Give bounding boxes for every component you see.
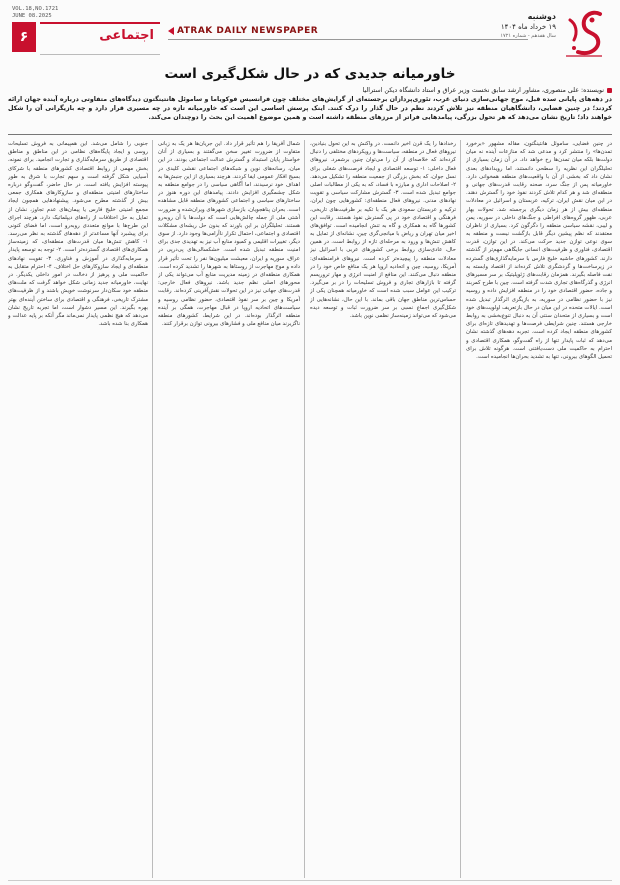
column-divider: [304, 140, 305, 878]
triangle-icon: [168, 27, 174, 35]
lead-box: [8, 86, 612, 130]
atrak-logo-icon: [562, 6, 608, 62]
lead-paragraph: در دهه‌های پایانی سده قبل، موج جهانی‌سازی دنیای غرب، تئوری‌پردازان برجسته‌ای از گرایش‌های مختلف چون فرانسیس فوکویاما و ساموئل هانتینگتون دیدگاه‌های متفاوتی درباره آینده جهان ارائه کردند؛ در چنین فضایی، دانشگاهیان منطقه نیز تلاش کردند نظم در حال گذار را درک کنند. اینک پرسش اساسی این است که خاورمیانه تازه در چه مسیری قرار دارد و چه بازیگرانی آن را شکل خواهند داد؛ تاریخ نشان می‌دهد که هر تحول بزرگی، پیامدهایی فراتر از مرزهای منطقه داشته است و همین موضوع اهمیت این بحث را دوچندان می‌کند.: [8, 96, 612, 121]
column-1: [466, 140, 612, 878]
article-headline: خاورمیانه جدیدی که در حال شکل‌گیری است: [164, 66, 456, 82]
article-columns: [8, 140, 612, 878]
section-label: [40, 22, 160, 55]
date-day: دوشنبه: [527, 12, 556, 21]
header-rule: [168, 39, 528, 40]
date-small: سال هفدهم - شماره ۱۷۲۱: [500, 33, 556, 39]
issue-date: JUNE 08.2025: [12, 13, 52, 19]
column-2: [310, 140, 456, 878]
page-header: [8, 6, 612, 66]
page-number: ۶: [12, 22, 36, 52]
author-text: نویسنده: علی منصوری، مشاور ارشد سابق نخست وزیر عراق و استاد دانشگاه دیکن استرالیا: [362, 87, 604, 94]
column-divider: [460, 140, 461, 878]
lead-divider: [8, 134, 612, 135]
column-3-text: شمال آفریقا را هم تأثیر قرار داد. این جریان‌ها هر یک به زبانی متفاوت از ضرورت تغییر سخن می‌گفتند و بسیاری از آنان خواستار پایان استبداد و گسترش عدالت اجتماعی بودند. در این میان، رسانه‌های نوین و شبکه‌های اجتماعی نقشی کلیدی در بسیج افکار عمومی ایفا کردند. هرچند بسیاری از این جنبش‌ها به اهداف خود نرسیدند، اما آگاهی سیاسی را در جوامع منطقه به شکل چشمگیری افزایش دادند. پیامدهای این دوره هنوز در ساختارهای سیاسی و اجتماعی کشورهای منطقه قابل مشاهده است. بحران پناهجویان، بازسازی شهرهای ویران‌شده و ضرورت آشتی ملی از جمله چالش‌هایی است که دولت‌ها با آن روبه‌رو هستند. تحلیلگران بر این باورند که بدون حل ریشه‌ای مشکلات اقتصادی و اجتماعی، احتمال تکرار ناآرامی‌ها وجود دارد. از سوی دیگر، تغییرات اقلیمی و کمبود منابع آب نیز به تهدیدی جدی برای امنیت منطقه تبدیل شده است. خشکسالی‌های پی‌درپی در عراق، سوریه و ایران، معیشت میلیون‌ها نفر را تحت تأثیر قرار داده و موج مهاجرت از روستاها به شهرها را تشدید کرده است. همکاری منطقه‌ای در زمینه مدیریت منابع آب می‌تواند یکی از محورهای اصلی نظم جدید باشد. نیروهای فعال خارجی: قدرت‌های جهانی نیز در این تحولات نقش‌آفرینی کرده‌اند. رقابت آمریکا و چین بر سر نفوذ اقتصادی، حضور نظامی روسیه و سیاست‌های اتحادیه اروپا در قبال مهاجرت، همگی بر آینده منطقه اثرگذار بوده‌اند. در این شرایط، کشورهای منطقه ناگزیرند میان منافع ملی و فشارهای بیرونی توازن برقرار کنند.: [158, 141, 300, 328]
paper-name-text: ATRAK DAILY NEWSPAPER: [177, 26, 319, 36]
column-1-text: در چنین فضایی، ساموئل هانتینگتون، مقاله مشهور «برخورد تمدن‌ها» را منتشر کرد و مدعی شد که منازعات آینده نه میان دولت‌ها بلکه میان تمدن‌ها رخ خواهد داد. در آن زمان بسیاری از تحلیلگران این نظریه را سطحی دانستند، اما رویدادهای بعدی نشان داد که بخشی از آن با واقعیت‌های منطقه همخوانی دارد. خاورمیانه پس از جنگ سرد، صحنه رقابت قدرت‌های جهانی و منطقه‌ای شد و هر کدام تلاش کردند نفوذ خود را گسترش دهند. در این میان نقش ایران، ترکیه، عربستان و اسرائیل در معادلات منطقه‌ای بیش از هر زمان دیگری برجسته شد. تحولات بهار عربی، ظهور گروه‌های افراطی و جنگ‌های داخلی در سوریه، یمن و لیبی، نقشه سیاسی منطقه را دگرگون کرد. بسیاری از ناظران معتقدند که نظم پیشین دیگر قابل بازگشت نیست و منطقه به سوی نوعی توازن جدید حرکت می‌کند. در این توازن، قدرت اقتصادی، فناوری و ظرفیت‌های انسانی جایگاهی مهم‌تر از گذشته دارند. کشورهای حاشیه خلیج فارس با سرمایه‌گذاری‌های گسترده در زیرساخت‌ها و گردشگری تلاش کرده‌اند از اقتصاد وابسته به نفت فاصله بگیرند. همزمان رقابت‌های ژئوپلیتیک بر سر مسیرهای انرژی و گذرگاه‌های تجاری شدت گرفته است. چین با طرح کمربند و جاده، حضور اقتصادی خود را در منطقه افزایش داده و روسیه نیز با حضور نظامی در سوریه، به بازیگری اثرگذار تبدیل شده است. ایالات متحده در این میان در حال بازتعریف اولویت‌های خود است و بسیاری از متحدان سنتی آن به دنبال تنوع‌بخشی به روابط خارجی هستند. چنین شرایطی فرصت‌ها و تهدیدهای تازه‌ای برای کشورهای منطقه ایجاد کرده است. تجربه دهه‌های گذشته نشان می‌دهد که ثبات پایدار تنها از راه گفت‌وگو، همکاری اقتصادی و احترام به حاکمیت ملی دست‌یافتنی است. هرگونه تلاش برای تحمیل الگوهای بیرونی، تنها به تشدید بحران‌ها انجامیده است.: [466, 141, 612, 360]
date-full: ۱۹ خرداد ماه ۱۴۰۴: [500, 23, 556, 31]
footer-rule: [8, 880, 612, 881]
column-4-text: جنوبی را شامل می‌شد. این همپیمانی به فروش تسلیحات روسی و ایجاد پایگاه‌های نظامی در این مناطق و مناطق اقتصادی از طریق سرمایه‌گذاری و تجارت انجامید. برای نمونه، بخش مهمی از روابط اقتصادی کشورهای منطقه با شرکای آسیایی شکل گرفته است و سهم تجارت با شرق به طور پیوسته افزایش یافته است. در حال حاضر، گفت‌وگو درباره ساختارهای امنیتی منطقه‌ای و سازوکارهای همکاری جمعی بیش از گذشته مطرح می‌شود. پیشنهادهایی همچون ایجاد مجمع امنیتی خلیج فارس یا پیمان‌های عدم تجاوز، نشان از تمایل به حل اختلافات از راه‌های دیپلماتیک دارد. هرچند اجرای این طرح‌ها با موانع متعددی روبه‌رو است، اما فضای کنونی برای پیشبرد آنها مساعدتر از دهه‌های گذشته به نظر می‌رسد. ۱- کاهش تنش‌ها میان قدرت‌های منطقه‌ای، که زمینه‌ساز همکاری‌های اقتصادی گسترده‌تر است. ۲- توجه به توسعه پایدار و سرمایه‌گذاری در آموزش و فناوری. ۳- تقویت نهادهای منطقه‌ای و ایجاد سازوکارهای حل اختلاف. ۴- احترام متقابل به حاکمیت ملی و پرهیز از دخالت در امور داخلی یکدیگر. در نهایت، خاورمیانه جدید زمانی شکل خواهد گرفت که ملت‌های منطقه خود سکان‌دار سرنوشت خویش باشند و از ظرفیت‌های مشترک تاریخی، فرهنگی و اقتصادی برای ساختن آینده‌ای بهتر بهره بگیرند. این مسیر دشوار است، اما تجربه تاریخ نشان می‌دهد که هیچ نظمی پایدار نمی‌ماند مگر آنکه بر پایه عدالت و همکاری بنا شده باشد.: [8, 141, 148, 328]
paper-name: [168, 26, 318, 36]
column-4: [8, 140, 148, 878]
date-block: [500, 12, 556, 39]
issue-volume: VOL.18,NO.1721: [12, 6, 59, 12]
section-title: اجتماعی: [99, 28, 154, 43]
author-kicker: [8, 86, 612, 95]
column-3: [158, 140, 300, 878]
bullet-icon: [607, 88, 612, 93]
column-divider: [152, 140, 153, 878]
column-2-text: رخدادها را یک قرن اخیر دانست. در واکنش به این تحول بنیادین، نیروهای فعال در منطقه، سیاست‌ها و رویکردهای مختلفی را دنبال کرده‌اند که خلاصه‌ای از آن را می‌توان چنین برشمرد. نیروهای فعال داخلی: ۱- توسعه اقتصادی و ایجاد فرصت‌های شغلی برای نسل جوان، که بخش بزرگی از جمعیت منطقه را تشکیل می‌دهد. ۲- اصلاحات اداری و مبارزه با فساد، که به یکی از مطالبات اصلی جوامع تبدیل شده است. ۳- گسترش مشارکت سیاسی و تقویت نهادهای مدنی. نیروهای فعال منطقه‌ای: کشورهایی چون ایران، ترکیه و عربستان سعودی هر یک با تکیه بر ظرفیت‌های تاریخی، فرهنگی و اقتصادی خود در پی گسترش نفوذ هستند. رقابت این کشورها گاه به همکاری و گاه به تنش انجامیده است. توافق‌های اخیر میان تهران و ریاض با میانجی‌گری چین، نشانه‌ای از تمایل به کاهش تنش‌ها و ورود به مرحله‌ای تازه از روابط است. در همین حال، عادی‌سازی روابط برخی کشورهای عربی با اسرائیل نیز معادلات منطقه را پیچیده‌تر کرده است. نیروهای فرامنطقه‌ای: آمریکا، روسیه، چین و اتحادیه اروپا هر یک منافع خاص خود را در منطقه دنبال می‌کنند. این منافع از امنیت انرژی و مهار تروریسم گرفته تا بازارهای تجاری و فروش تسلیحات را در بر می‌گیرد. ترکیب این عوامل سبب شده است که خاورمیانه همچنان یکی از حساس‌ترین مناطق جهان باقی بماند. با این حال، نشانه‌هایی از شکل‌گیری اجماع نسبی بر سر ضرورت ثبات و توسعه دیده می‌شود که می‌تواند زمینه‌ساز نظمی نوین باشد.: [310, 141, 456, 319]
